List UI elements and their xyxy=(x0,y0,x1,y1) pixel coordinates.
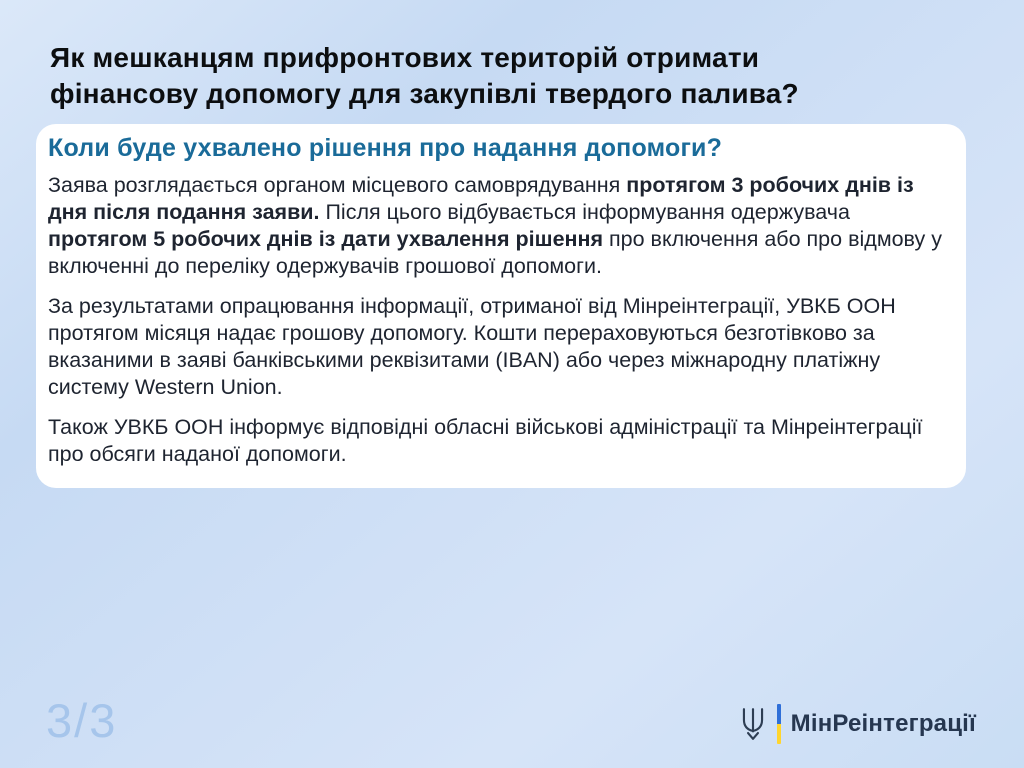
flag-bar-icon xyxy=(777,704,781,744)
card-paragraph-2 xyxy=(48,293,948,401)
card-heading: Коли буде ухвалено рішення про надання допомоги? xyxy=(48,134,723,162)
paragraph-text: Заява розглядається органом місцевого самоврядування xyxy=(48,173,627,197)
page-title xyxy=(50,40,799,112)
paragraph-text-bold: протягом 5 робочих днів із дати ухвалення рішення xyxy=(48,227,604,251)
paragraph-text-bold: протягом 3 робочих днів із дня після подання заяви. xyxy=(48,173,914,224)
paragraph-text: Після цього відбувається інформування одержувача xyxy=(319,200,850,224)
paragraph-text: За результатами опрацювання інформації, отриманої від Мінреінтеграції, УВКБ ООН протягом місяця надає грошову допомогу. Кошти перераховуються безготівково за вказаними в заяві банківськими реквізитами (IBAN) або через міжнародну платіжну систему Western Union. xyxy=(48,294,896,399)
page-indicator: 3/3 xyxy=(46,694,118,747)
card-paragraph-1 xyxy=(48,172,948,280)
info-card xyxy=(36,124,966,488)
page-title-line-2: фінансову допомогу для закупівлі твердого палива? xyxy=(50,78,799,109)
paragraph-text: Також УВКБ ООН інформує відповідні обласні військові адміністрації та Мінреінтеграції про обсяги наданої допомоги. xyxy=(48,415,923,466)
ukraine-trident-icon xyxy=(739,706,767,742)
card-paragraph-3 xyxy=(48,414,948,468)
paragraph-text: про включення або про відмову у включенні до переліку одержувачів грошової допомоги. xyxy=(48,227,942,278)
ministry-logo xyxy=(739,704,976,744)
page-title-line-1: Як мешканцям прифронтових територій отримати xyxy=(50,42,760,73)
ministry-logo-text: МінРеінтеграції xyxy=(790,710,976,737)
